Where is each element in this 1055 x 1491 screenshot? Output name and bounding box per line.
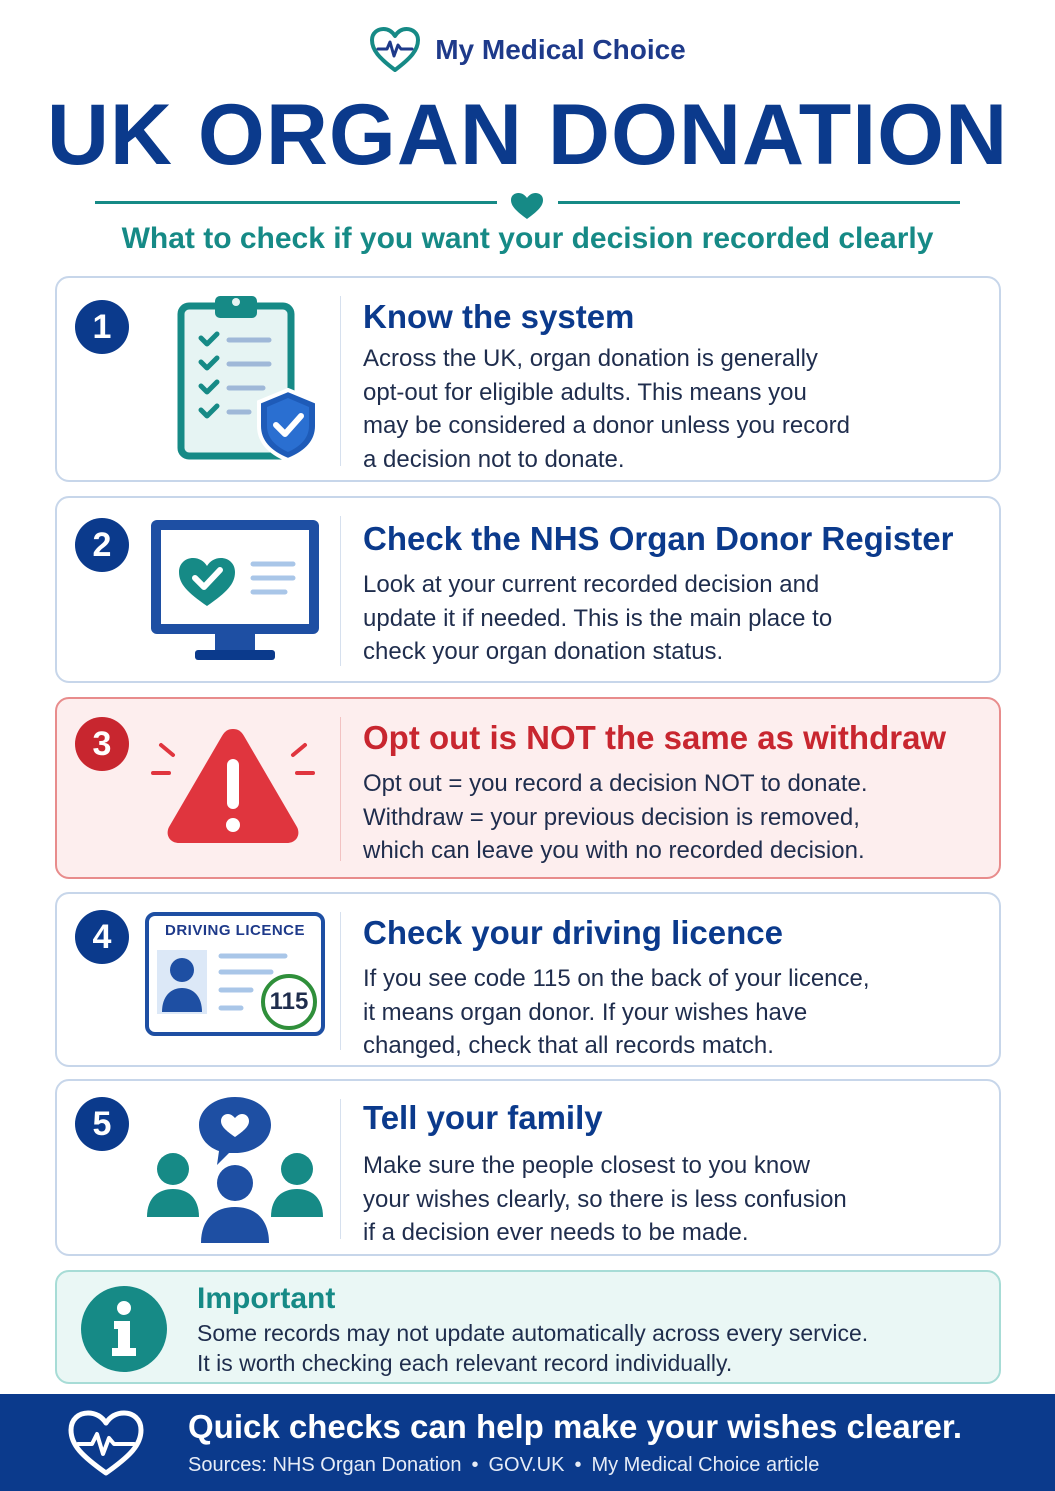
step-description: Opt out = you record a decision NOT to donate. Withdraw = your previous decision is removed, which can leave you with no recorded decision.: [363, 770, 868, 864]
page-title: UK ORGAN DONATION: [46, 87, 1009, 183]
footer-sources: [188, 1454, 819, 1477]
step-title: Know the system: [363, 298, 635, 335]
step-card-3: [55, 697, 1001, 879]
licence-code: 115: [269, 988, 309, 1015]
step-description: Make sure the people closest to you know your wishes clearly, so there is less confusion if a decision ever needs to be made.: [363, 1152, 847, 1246]
source-article: My Medical Choice article: [591, 1454, 820, 1476]
source-govuk: GOV.UK: [488, 1454, 565, 1476]
step-number: 5: [75, 1097, 129, 1151]
step-description: Look at your current recorded decision and update it if needed. This is the main place to check your organ donation status.: [363, 571, 833, 665]
source-separator: •: [471, 1454, 479, 1476]
licence-label: DRIVING LICENCE: [165, 922, 306, 939]
step-card-2: [55, 496, 1001, 683]
step-description: Across the UK, organ donation is generally opt-out for eligible adults. This means you may be considered a donor unless you record a decision not to donate.: [363, 345, 850, 473]
heart-pulse-icon: [66, 1408, 146, 1478]
step-card-4: [55, 892, 1001, 1067]
footer-banner: [0, 1394, 1055, 1491]
heart-pulse-icon: [369, 26, 421, 74]
step-title: Opt out is NOT the same as withdraw: [363, 719, 947, 756]
page-subtitle: What to check if you want your decision recorded clearly: [121, 222, 934, 255]
brand-header: [0, 26, 1055, 74]
step-description: If you see code 115 on the back of your licence, it means organ donor. If your wishes have changed, check that all records match.: [363, 965, 870, 1059]
step-number: 2: [75, 518, 129, 572]
source-separator: •: [574, 1454, 582, 1476]
step-card-1: [55, 276, 1001, 482]
important-description: Some records may not update automatically across every service. It is worth checking each relevant record individually.: [197, 1320, 869, 1376]
step-title: Check the NHS Organ Donor Register: [363, 520, 954, 557]
heart-icon: [510, 192, 544, 220]
warning-triangle-icon: [141, 715, 325, 855]
step-card-5: [55, 1079, 1001, 1256]
brand-name: My Medical Choice: [435, 34, 686, 65]
title-divider: [95, 192, 960, 216]
step-title: Tell your family: [363, 1099, 603, 1136]
step-number: 3: [75, 717, 129, 771]
source-nhs: Sources: NHS Organ Donation: [188, 1454, 462, 1476]
important-notice: [55, 1270, 1001, 1384]
clipboard-shield-icon: [145, 290, 325, 470]
step-number: 1: [75, 300, 129, 354]
driving-licence-icon: [145, 912, 325, 1036]
footer-headline: Quick checks can help make your wishes clearer.: [188, 1408, 963, 1445]
info-icon: [81, 1286, 167, 1372]
family-chat-icon: [143, 1093, 327, 1249]
step-title: Check your driving licence: [363, 914, 783, 951]
monitor-heart-icon: [145, 512, 325, 672]
step-number: 4: [75, 910, 129, 964]
important-title: Important: [197, 1282, 336, 1315]
